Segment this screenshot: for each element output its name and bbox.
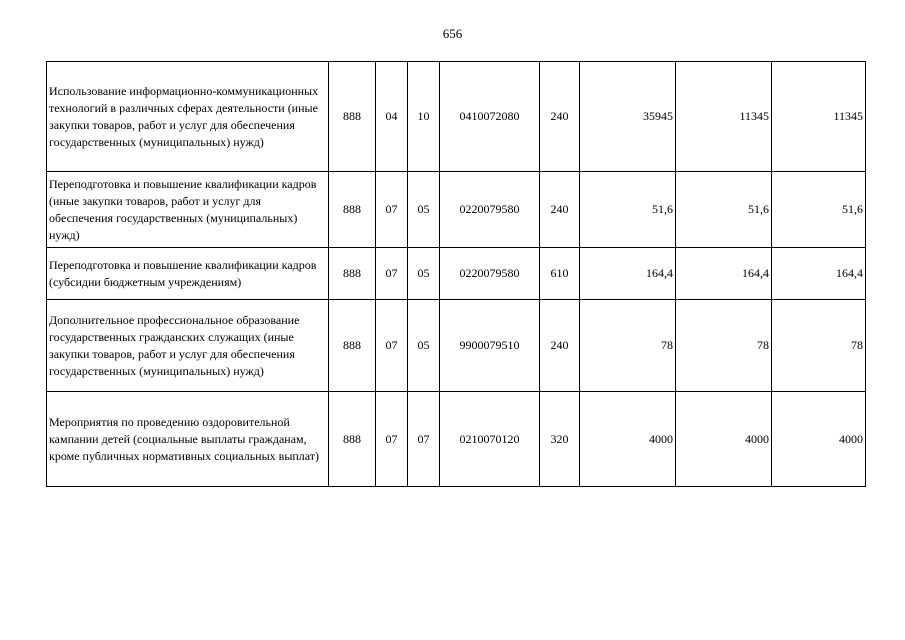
target-article-code: 0220079580 [440, 172, 540, 248]
sum-year-2: 11345 [676, 62, 772, 172]
grbs-code: 888 [329, 392, 376, 487]
target-article-code: 0220079580 [440, 248, 540, 300]
table-body [47, 62, 866, 487]
sum-year-3: 78 [772, 300, 866, 392]
expense-type-code: 240 [540, 300, 580, 392]
grbs-code: 888 [329, 62, 376, 172]
expense-type-code: 610 [540, 248, 580, 300]
subsection-code: 05 [408, 248, 440, 300]
section-code: 07 [376, 172, 408, 248]
sum-year-2: 51,6 [676, 172, 772, 248]
target-article-code: 9900079510 [440, 300, 540, 392]
sum-year-1: 51,6 [580, 172, 676, 248]
page-number: 656 [442, 26, 463, 41]
row-description: Переподготовка и повышение квалификации кадров (иные закупки товаров, работ и услуг для обеспечения государственных (муниципальных) нужд) [47, 172, 329, 248]
row-description: Переподготовка и повышение квалификации кадров (субсидии бюджетным учреждениям) [47, 248, 329, 300]
section-code: 07 [376, 392, 408, 487]
table-row [47, 300, 866, 392]
table-row [47, 62, 866, 172]
expense-type-code: 240 [540, 62, 580, 172]
sum-year-1: 35945 [580, 62, 676, 172]
sum-year-2: 164,4 [676, 248, 772, 300]
grbs-code: 888 [329, 300, 376, 392]
sum-year-1: 78 [580, 300, 676, 392]
subsection-code: 10 [408, 62, 440, 172]
section-code: 07 [376, 300, 408, 392]
sum-year-3: 51,6 [772, 172, 866, 248]
subsection-code: 07 [408, 392, 440, 487]
target-article-code: 0210070120 [440, 392, 540, 487]
target-article-code: 0410072080 [440, 62, 540, 172]
subsection-code: 05 [408, 300, 440, 392]
sum-year-2: 4000 [676, 392, 772, 487]
grbs-code: 888 [329, 248, 376, 300]
grbs-code: 888 [329, 172, 376, 248]
table-row [47, 248, 866, 300]
subsection-code: 05 [408, 172, 440, 248]
sum-year-3: 4000 [772, 392, 866, 487]
sum-year-3: 164,4 [772, 248, 866, 300]
row-description: Мероприятия по проведению оздоровительной кампании детей (социальные выплаты гражданам, кроме публичных нормативных социальных выплат) [47, 392, 329, 487]
table-row [47, 172, 866, 248]
sum-year-2: 78 [676, 300, 772, 392]
expense-type-code: 320 [540, 392, 580, 487]
expense-type-code: 240 [540, 172, 580, 248]
section-code: 07 [376, 248, 408, 300]
sum-year-1: 4000 [580, 392, 676, 487]
row-description: Дополнительное профессиональное образование государственных гражданских служащих (иные закупки товаров, работ и услуг для обеспечения государственных (муниципальных) нужд) [47, 300, 329, 392]
budget-table [46, 61, 866, 487]
sum-year-1: 164,4 [580, 248, 676, 300]
table-row [47, 392, 866, 487]
row-description: Использование информационно-коммуникационных технологий в различных сферах деятельности (иные закупки товаров, работ и услуг для обеспечения государственных (муниципальных) нужд) [47, 62, 329, 172]
sum-year-3: 11345 [772, 62, 866, 172]
section-code: 04 [376, 62, 408, 172]
